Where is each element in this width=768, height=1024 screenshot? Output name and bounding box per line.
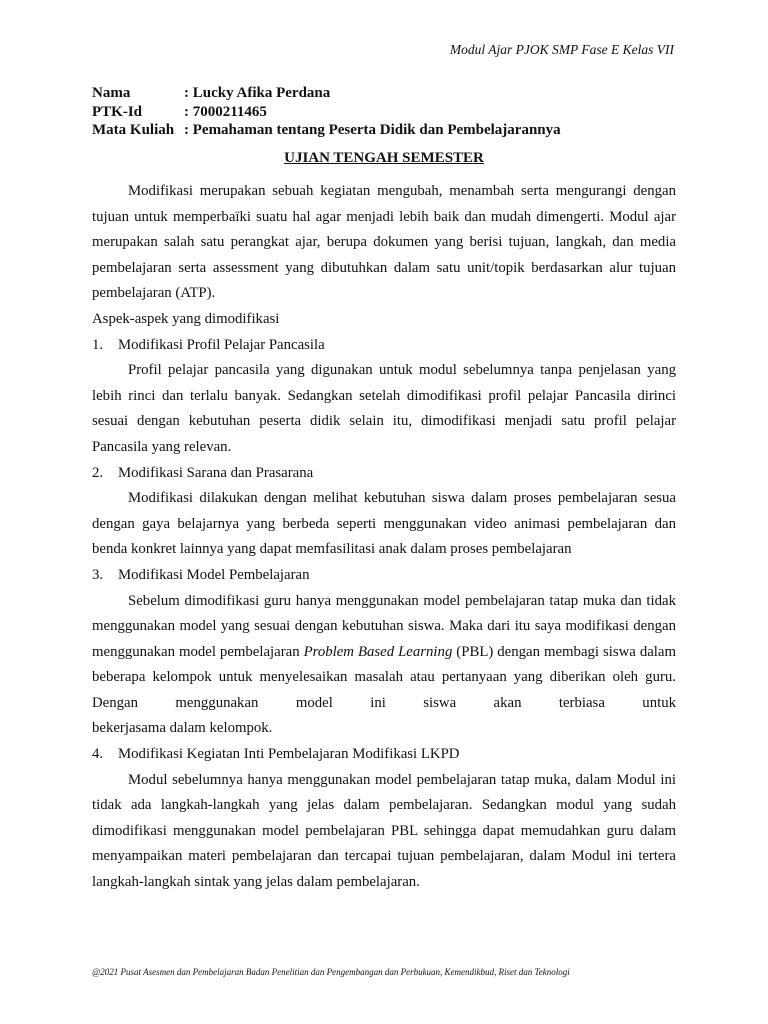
section-3-body	[92, 589, 676, 717]
section-2-title: Modifikasi Sarana dan Prasarana	[118, 464, 314, 481]
ptk-label: PTK-Id	[92, 103, 143, 120]
document-body	[92, 179, 676, 896]
section-3-model-term: Problem Based Learning	[303, 643, 453, 660]
section-3-title: Modifikasi Model Pembelajaran	[118, 566, 310, 583]
name-value: : Lucky Afika Perdana	[184, 85, 331, 101]
section-1-body: Profil pelajar pancasila yang digunakan untuk modul sebelumnya tanpa penjelasan yang lebih rinci dan terlalu banyak. Sedangkan setelah dimodifikasi profil pelajar Pancasila dirinci sesuai dengan kebutuhan peserta didik selain itu, dimodifikasi menjadi satu profil pelajar Pancasila yang relevan.	[92, 362, 676, 455]
identity-name-row	[92, 84, 561, 103]
section-3-body-text-b: (PBL) dengan membagi siswa dalam beberapa kelompok untuk menyelesaikan masalah atau pertanyaan yang diberikan oleh guru. Dengan menggunakan model ini siswa akan terbiasa untuk	[92, 643, 676, 711]
identity-block	[92, 84, 561, 140]
section-3-body-text-a: Sebelum dimodifikasi guru hanya menggunakan model pembelajaran tatap muka dan tidak menggunakan model yang sesuai dengan kebutuhan siswa. Maka dari itu saya modifikasi dengan menggunakan model pembelajaran	[92, 592, 676, 660]
section-1-number: 1.	[92, 336, 104, 353]
section-2-body: Modifikasi dilakukan dengan melihat kebutuhan siswa dalam proses pembelajaran sesua dengan gaya belajarnya yang berbeda seperti menggunakan video animasi pembelajaran dan benda konkret lainnya yang dapat memfasilitasi anak dalam proses pembelajaran	[92, 490, 676, 558]
name-label: Nama	[92, 85, 131, 101]
course-label: Mata Kuliah	[92, 122, 175, 138]
section-4-heading	[92, 742, 676, 768]
section-4-title: Modifikasi Kegiatan Inti Pembelajaran Modifikasi LKPD	[118, 746, 460, 763]
section-2-number: 2.	[92, 464, 104, 481]
section-3-number: 3.	[92, 566, 104, 583]
running-header: Modul Ajar PJOK SMP Fase E Kelas VII	[449, 42, 674, 57]
section-3-heading	[92, 563, 676, 589]
section-4-body: Modul sebelumnya hanya menggunakan model pembelajaran tatap muka, dalam Modul ini tidak ada langkah-langkah yang jelas dalam pembelajaran. Sedangkan modul yang sudah dimodifikasi menggunakan model pembelajaran PBL sehingga dapat memudahkan guru dalam menyampaikan materi pembelajaran dan tercapai tujuan pembelajaran, dalam Modul ini tertera langkah-langkah sintak yang jelas dalam pembelajaran.	[92, 771, 676, 891]
section-1-heading	[92, 333, 676, 359]
course-value: : Pemahaman tentang Peserta Didik dan Pembelajarannya	[184, 122, 561, 138]
identity-course-row	[92, 121, 561, 140]
ptk-value: : 7000211465	[184, 103, 267, 120]
section-1-title: Modifikasi Profil Pelajar Pancasila	[118, 336, 325, 353]
section-4-number: 4.	[92, 746, 104, 763]
section-3-body-last-line: bekerjasama dalam kelompok.	[92, 720, 273, 737]
identity-ptk-row	[92, 103, 561, 122]
aspects-heading: Aspek-aspek yang dimodifikasi	[92, 310, 280, 327]
section-2-heading	[92, 461, 676, 487]
intro-paragraph: Modifikasi merupakan sebuah kegiatan mengubah, menambah serta mengurangi dengan tujuan untuk memperbaïki suatu hal agar menjadi lebih baik dan mudah dimengerti. Modul ajar merupakan salah satu perangkat ajar, berupa dokumen yang berisi tujuan, langkah, dan media pembelajaran serta assessment yang dibutuhkan dalam satu unit/topik berdasarkan alur tujuan pembelajaran (ATP).	[92, 183, 676, 302]
document-title: UJIAN TENGAH SEMESTER	[284, 150, 484, 166]
copyright-footer: @2021 Pusat Asesmen dan Pembelajaran Badan Penelitian dan Pengembangan dan Perbukuan, Kemendikbud, Riset dan Teknologi	[92, 967, 570, 977]
